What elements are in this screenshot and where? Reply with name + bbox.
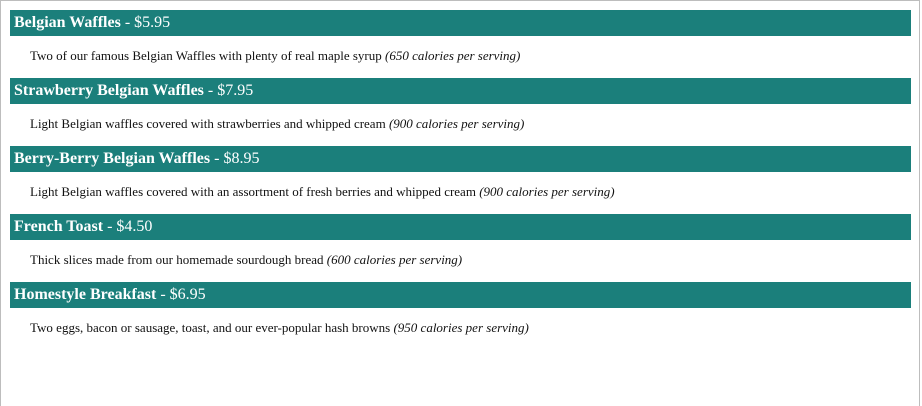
menu-item-strawberry-belgian-waffles <box>10 78 911 146</box>
menu-item-name: Berry-Berry Belgian Waffles <box>14 150 211 167</box>
menu-item-price: $6.95 <box>169 286 206 303</box>
menu-item-name: Belgian Waffles <box>14 14 121 31</box>
menu-item-description-row <box>10 172 911 214</box>
menu-item-calories: (900 calories per serving) <box>479 184 615 199</box>
menu-item-calories: (900 calories per serving) <box>388 116 525 131</box>
menu-item-price: $4.50 <box>116 218 153 235</box>
menu-item-calories: (950 calories per serving) <box>393 320 529 335</box>
menu-item-header <box>10 146 911 172</box>
menu-item-name: Homestyle Breakfast <box>14 286 157 303</box>
menu-item-description-row <box>10 308 911 350</box>
menu-item-calories: (600 calories per serving) <box>326 252 463 267</box>
price-separator: - <box>203 82 218 99</box>
menu-item-description: Two of our famous Belgian Waffles with plenty of real maple syrup <box>30 48 382 63</box>
menu-item-french-toast <box>10 214 911 282</box>
menu-item-homestyle-breakfast <box>10 282 911 350</box>
price-separator: - <box>120 14 135 31</box>
menu-item-header <box>10 10 911 36</box>
price-separator: - <box>156 286 170 303</box>
menu-item-header <box>10 78 911 104</box>
menu-item-price: $8.95 <box>223 150 260 167</box>
menu-item-belgian-waffles <box>10 10 911 78</box>
menu-item-price: $5.95 <box>134 14 171 31</box>
menu-item-name: Strawberry Belgian Waffles <box>14 82 204 99</box>
menu-item-header <box>10 282 911 308</box>
menu-item-name: French Toast <box>14 218 104 235</box>
menu-item-header <box>10 214 911 240</box>
menu-item-description-row <box>10 104 911 146</box>
menu-item-price: $7.95 <box>217 82 254 99</box>
menu-item-description: Light Belgian waffles covered with strawberries and whipped cream <box>30 116 386 131</box>
menu-item-berry-berry-belgian-waffles <box>10 146 911 214</box>
menu-item-description: Thick slices made from our homemade sourdough bread <box>30 252 324 267</box>
menu-item-calories: (650 calories per serving) <box>384 48 521 63</box>
menu-item-description: Two eggs, bacon or sausage, toast, and our ever-popular hash browns <box>30 320 391 335</box>
menu-item-description: Light Belgian waffles covered with an assortment of fresh berries and whipped cream <box>30 184 476 199</box>
menu-item-description-row <box>10 240 911 282</box>
menu-item-description-row <box>10 36 911 78</box>
price-separator: - <box>103 218 117 235</box>
price-separator: - <box>210 150 224 167</box>
